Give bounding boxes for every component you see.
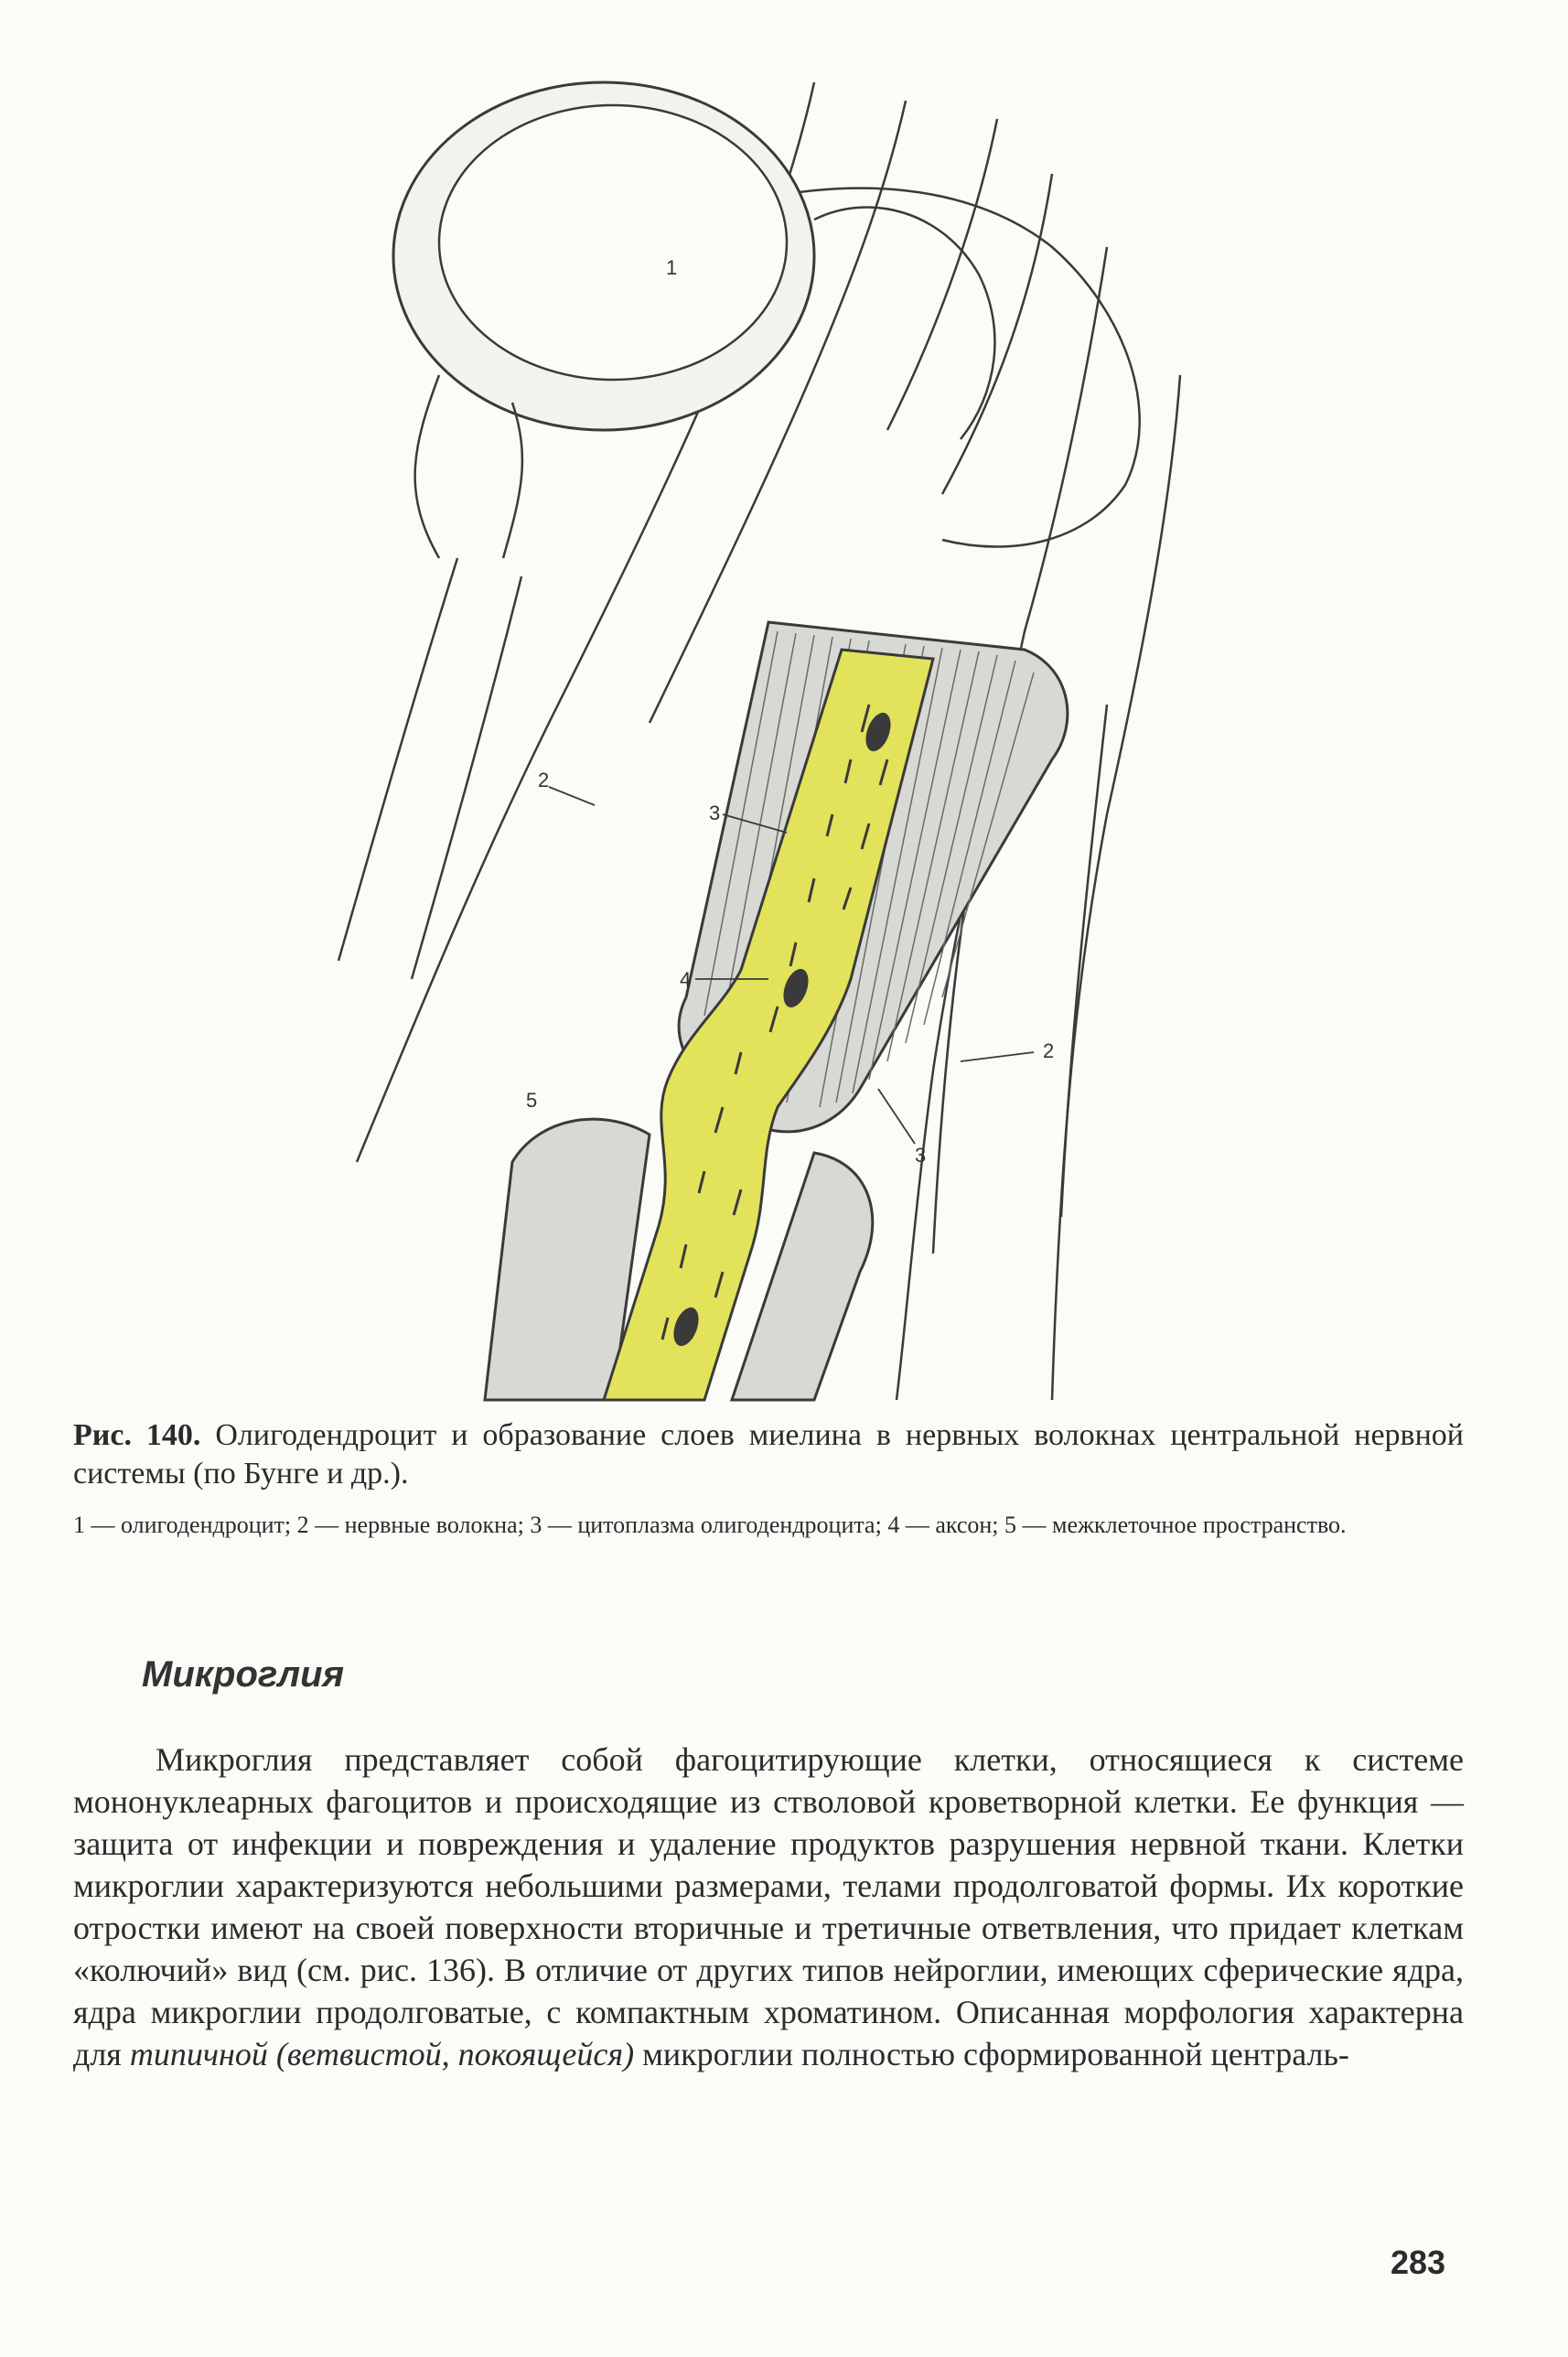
figure-number: Рис. 140. bbox=[73, 1418, 201, 1452]
page-number: 283 bbox=[1391, 2244, 1446, 2281]
body-text-part1: Микроглия представляет собой фагоцитирующие клетки, относящиеся к системе мононуклеарных фагоцитов и происходящие из стволовой кроветворной клетки. Ее функция — защита от инфекции и повреждения и удаление продуктов разрушения нервной ткани. Клетки микроглии характеризуются небольшими размерами, телами продолговатой формы. Их короткие отростки имеют на своей поверхности вторичные и третичные ответвления, что придает клеткам «колючий» вид (см. рис. 136). В отличие от других типов нейроглии, имеющих сферические ядра, ядра микроглии продолговатые, с компактным хроматином. Описанная морфология характерна для bbox=[73, 1741, 1464, 2072]
section-heading: Микроглия bbox=[142, 1654, 345, 1695]
label-3-upper: 3 bbox=[709, 802, 721, 824]
caption-text: Олигодендроцит и образование слоев миелина в нервных волокнах центральной нервной системы (по Бунге и др.). bbox=[73, 1418, 1465, 1491]
label-5: 5 bbox=[526, 1089, 538, 1112]
label-2-left: 2 bbox=[538, 769, 550, 791]
body-text-italic: типичной (ветвистой, покоящейся) bbox=[129, 2036, 635, 2072]
label-3-lower: 3 bbox=[915, 1144, 927, 1167]
body-paragraph bbox=[73, 1738, 1464, 2075]
figure-legend: 1 — олигодендроцит; 2 — нервные волокна; 3 — цитоплазма олигодендроцита; 4 — аксон; 5 — межклеточное пространство. bbox=[73, 1512, 1347, 1538]
figure-caption bbox=[73, 1416, 1464, 1493]
label-2-right: 2 bbox=[1043, 1039, 1055, 1062]
body-text-part2: микроглии полностью сформированной централь- bbox=[642, 2036, 1349, 2072]
label-1: 1 bbox=[666, 256, 678, 279]
oligodendrocyte-illustration bbox=[302, 64, 1235, 1409]
label-4: 4 bbox=[680, 968, 692, 991]
